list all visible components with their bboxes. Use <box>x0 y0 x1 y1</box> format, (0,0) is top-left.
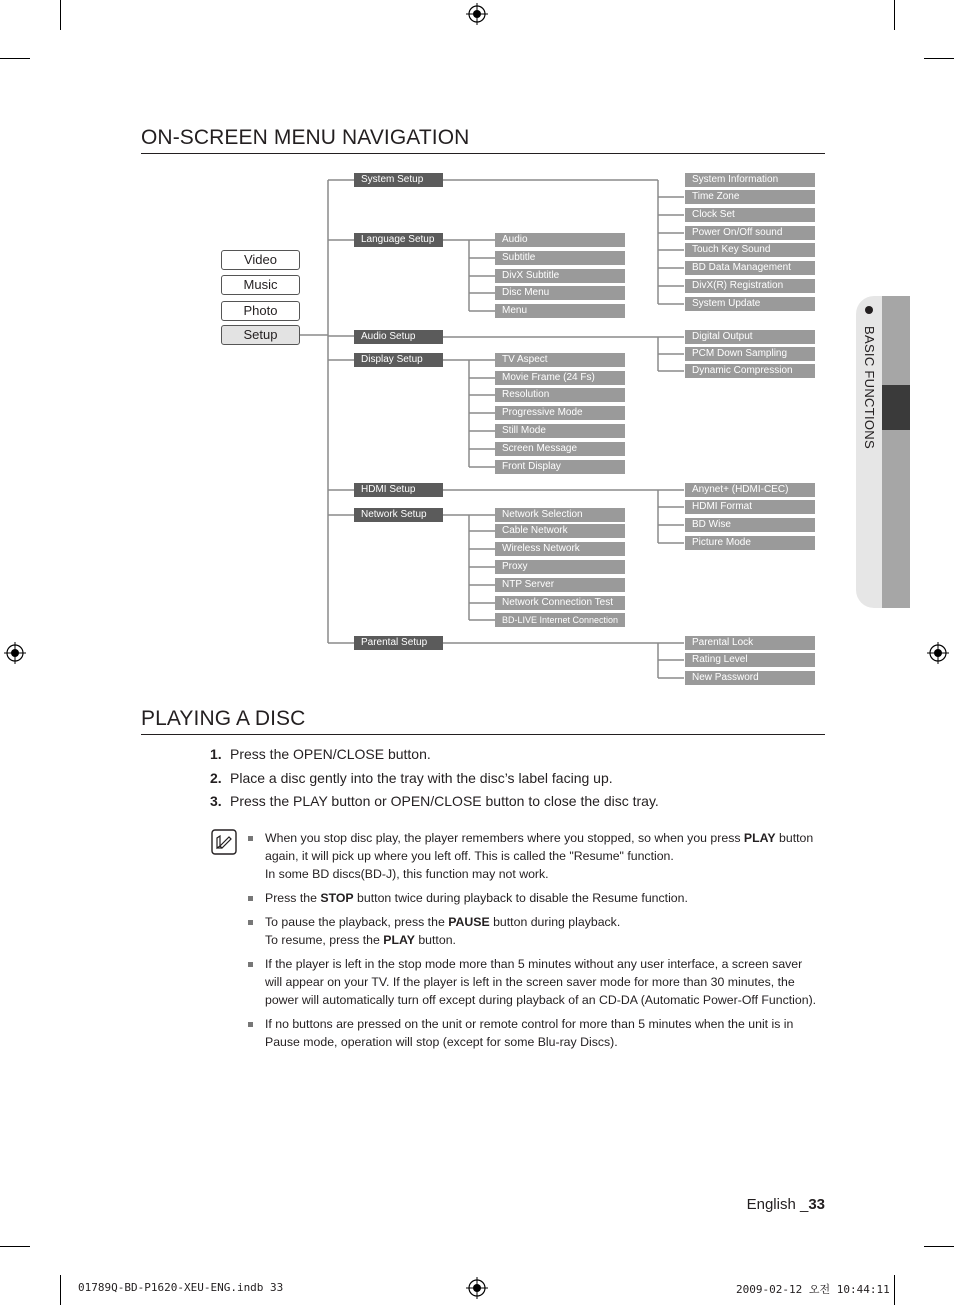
submenu-item: DivX Subtitle <box>495 269 625 283</box>
side-tab-strip <box>882 296 910 608</box>
submenu-item: Picture Mode <box>685 536 815 550</box>
note-icon <box>211 829 237 855</box>
crop-mark <box>0 1246 30 1247</box>
setup-item-audio: Audio Setup <box>354 330 443 344</box>
bullet-square-icon <box>248 920 253 925</box>
note-item: Press the STOP button twice during playback to disable the Resume function. <box>248 889 820 907</box>
note-item: If the player is left in the stop mode more than 5 minutes without any user interface, a screen saver will appear on your TV. If the player is left in the screen saver mode for more than 30 minutes, the power will automatically turn off except during playback of an CD-DA (Automatic Power-Off Function). <box>248 955 820 1009</box>
setup-item-network: Network Setup <box>354 508 443 522</box>
steps-list <box>210 746 659 817</box>
submenu-item: Dynamic Compression <box>685 364 815 378</box>
submenu-item: BD Data Management <box>685 261 815 275</box>
submenu-item: Cable Network <box>495 524 625 538</box>
submenu-item: Time Zone <box>685 190 815 204</box>
notes-list <box>248 829 820 1057</box>
page-number: English _33 <box>746 1196 825 1213</box>
menu-item-video: Video <box>221 250 300 270</box>
step-item: 2. Place a disc gently into the tray with the disc’s label facing up. <box>210 769 613 786</box>
submenu-item: Disc Menu <box>495 286 625 300</box>
submenu-item: Front Display <box>495 460 625 474</box>
bullet-dot-icon <box>865 306 873 314</box>
step-item: 1. Press the OPEN/CLOSE button. <box>210 746 431 762</box>
side-tab-label: BASIC FUNCTIONS <box>862 326 877 449</box>
submenu-item: Parental Lock <box>685 636 815 650</box>
section-title-menu-navigation: ON-SCREEN MENU NAVIGATION <box>141 126 825 154</box>
submenu-item: Movie Frame (24 Fs) <box>495 371 625 385</box>
step-item: 3. Press the PLAY button or OPEN/CLOSE button to close the disc tray. <box>210 793 659 809</box>
setup-item-language: Language Setup <box>354 233 443 247</box>
crop-mark <box>60 1275 61 1305</box>
submenu-item: Clock Set <box>685 208 815 222</box>
submenu-item: Progressive Mode <box>495 406 625 420</box>
submenu-item: Network Selection <box>495 508 625 522</box>
bullet-square-icon <box>248 836 253 841</box>
note-item: When you stop disc play, the player remembers where you stopped, so when you press PLAY button again, it will pick up where you left off. This is called the "Resume" function. In some BD discs(BD-J), this function may not work. <box>248 829 820 883</box>
submenu-item: System Information <box>685 173 815 187</box>
bullet-square-icon <box>248 962 253 967</box>
submenu-item: BD Wise <box>685 518 815 532</box>
menu-item-setup: Setup <box>221 325 300 345</box>
setup-item-system: System Setup <box>354 173 443 187</box>
submenu-item: New Password <box>685 671 815 685</box>
submenu-item: BD-LIVE Internet Connection <box>495 613 625 627</box>
submenu-item: NTP Server <box>495 578 625 592</box>
submenu-item: Audio <box>495 233 625 247</box>
crop-mark <box>924 1246 954 1247</box>
side-chapter-tab <box>856 296 910 608</box>
submenu-item: Touch Key Sound <box>685 243 815 257</box>
submenu-item: PCM Down Sampling <box>685 347 815 361</box>
submenu-item: Still Mode <box>495 424 625 438</box>
submenu-item: TV Aspect <box>495 353 625 367</box>
menu-item-photo: Photo <box>221 301 300 321</box>
bullet-square-icon <box>248 896 253 901</box>
submenu-item: Screen Message <box>495 442 625 456</box>
submenu-item: Resolution <box>495 388 625 402</box>
crop-mark <box>894 1275 895 1305</box>
submenu-item: HDMI Format <box>685 500 815 514</box>
submenu-item: Proxy <box>495 560 625 574</box>
submenu-item: Wireless Network <box>495 542 625 556</box>
side-tab-marker <box>882 385 910 430</box>
print-date-info: 2009-02-12 오전 10:44:11 <box>736 1283 890 1296</box>
note-item: To pause the playback, press the PAUSE button during playback. To resume, press the PLAY button. <box>248 913 820 949</box>
submenu-item: Anynet+ (HDMI-CEC) <box>685 483 815 497</box>
setup-item-display: Display Setup <box>354 353 443 367</box>
setup-item-hdmi: HDMI Setup <box>354 483 443 497</box>
setup-item-parental: Parental Setup <box>354 636 443 650</box>
menu-item-music: Music <box>221 275 300 295</box>
submenu-item: Subtitle <box>495 251 625 265</box>
registration-mark-icon <box>466 1277 488 1299</box>
print-file-info: 01789Q-BD-P1620-XEU-ENG.indb 33 <box>78 1281 284 1294</box>
section-title-playing-disc: PLAYING A DISC <box>141 707 825 735</box>
submenu-item: Power On/Off sound <box>685 226 815 240</box>
submenu-item: DivX(R) Registration <box>685 279 815 293</box>
submenu-item: Network Connection Test <box>495 596 625 610</box>
submenu-item: System Update <box>685 297 815 311</box>
bullet-square-icon <box>248 1022 253 1027</box>
note-item: If no buttons are pressed on the unit or remote control for more than 5 minutes when the unit is in Pause mode, operation will stop (except for some Blu-ray Discs). <box>248 1015 820 1051</box>
submenu-item: Digital Output <box>685 330 815 344</box>
submenu-item: Rating Level <box>685 653 815 667</box>
submenu-item: Menu <box>495 304 625 318</box>
